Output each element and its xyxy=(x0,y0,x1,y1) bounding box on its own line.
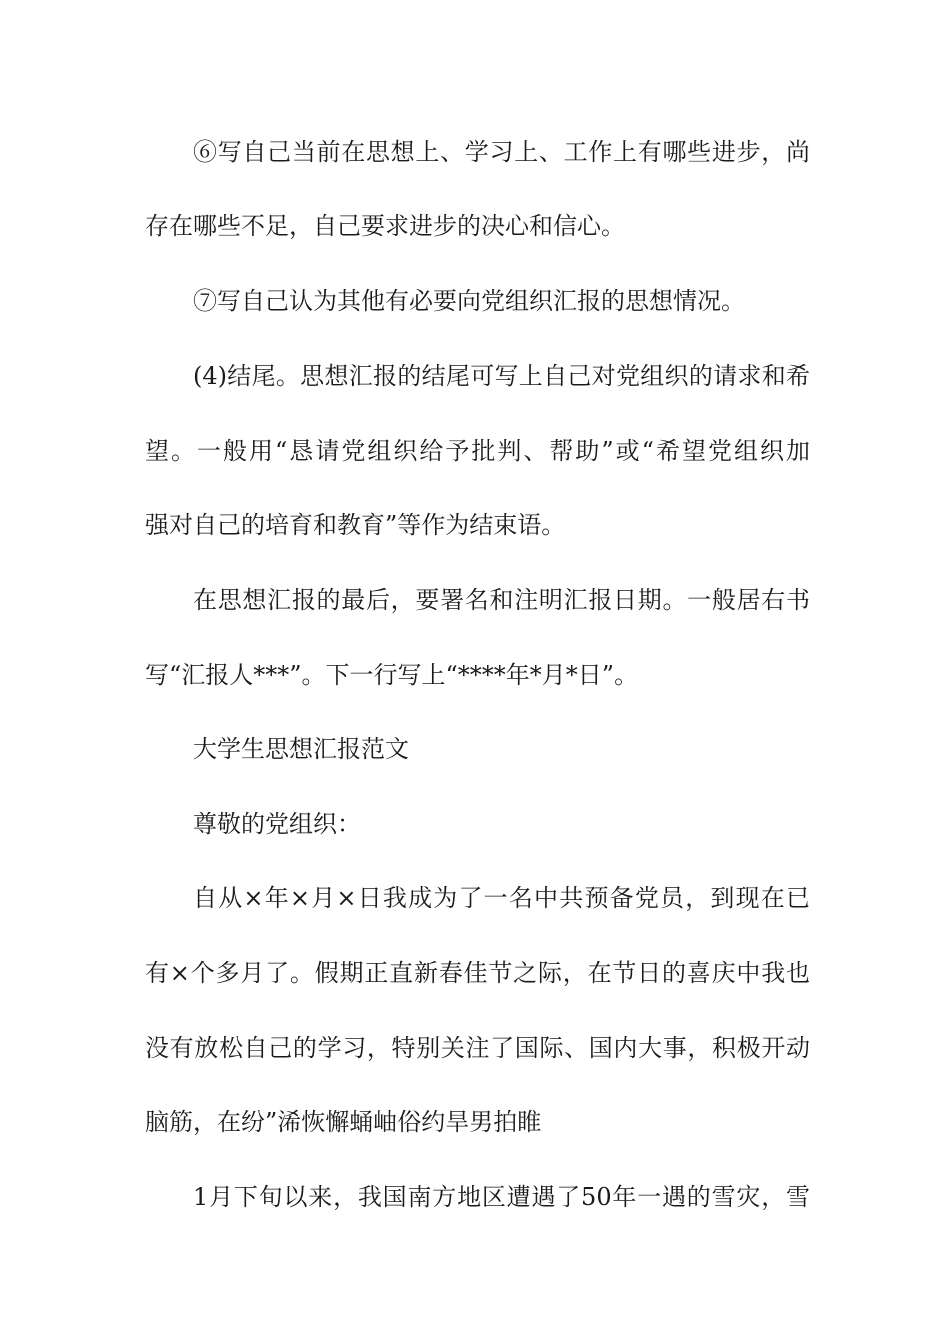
salutation: 尊敬的党组织： xyxy=(193,810,361,838)
paragraph-item-6-line-1: ⑥写自己当前在思想上、学习上、工作上有哪些进步，尚 xyxy=(193,138,810,166)
sample-heading: 大学生思想汇报范文 xyxy=(193,735,409,763)
body-paragraph-1-line-2: 有×个多月了。假期正直新春佳节之际，在节日的喜庆中我也 xyxy=(145,959,810,987)
paragraph-signature-line-1: 在思想汇报的最后，要署名和注明汇报日期。一般居右书 xyxy=(193,586,810,614)
body-paragraph-1-line-1: 自从×年×月×日我成为了一名中共预备党员，到现在已 xyxy=(193,884,810,912)
body-paragraph-1-line-3: 没有放松自己的学习，特别关注了国际、国内大事，积极开动 xyxy=(145,1034,810,1062)
paragraph-ending-line-2: 望。一般用“恳请党组织给予批判、帮助”或“希望党组织加 xyxy=(145,437,810,465)
paragraph-ending-line-3: 强对自己的培育和教育”等作为结束语。 xyxy=(145,511,566,539)
paragraph-signature-line-2: 写“汇报人***”。下一行写上“****年*月*日”。 xyxy=(145,661,639,689)
paragraph-item-6-line-2: 存在哪些不足，自己要求进步的决心和信心。 xyxy=(145,212,625,240)
body-paragraph-1-line-4: 脑筋，在纷”浠恢懈蛹岫俗约旱男拍睢 xyxy=(145,1108,542,1136)
paragraph-ending-line-1: (4)结尾。思想汇报的结尾可写上自己对党组织的请求和希 xyxy=(193,362,810,390)
body-paragraph-2-line-1: 1月下旬以来，我国南方地区遭遇了50年一遇的雪灾，雪 xyxy=(193,1183,810,1211)
paragraph-item-7: ⑦写自己认为其他有必要向党组织汇报的思想情况。 xyxy=(193,287,745,315)
